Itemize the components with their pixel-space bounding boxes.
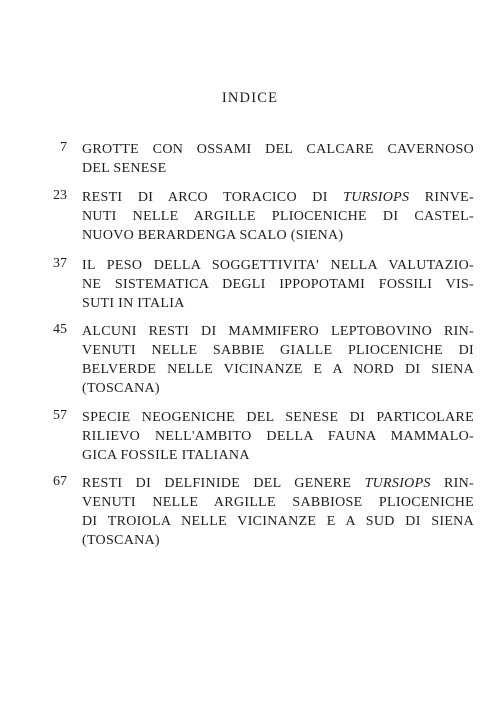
entry-title-line: ALCUNI RESTI DI MAMMIFERO LEPTOBOVINO RIN- <box>82 324 474 339</box>
entry-title <box>82 256 474 313</box>
entry-page-number: 45 <box>53 322 67 337</box>
entry-title-line: BELVERDE NELLE VICINANZE E A NORD DI SIENA <box>82 362 474 377</box>
page-title: INDICE <box>221 90 279 106</box>
entry-title-text: RIN- <box>430 476 474 491</box>
entry-title-line: VENUTI NELLE SABBIE GIALLE PLIOCENICHE DI <box>82 343 474 358</box>
entry-title <box>82 140 474 178</box>
entry-title-text: RESTI DI DELFINIDE DEL GENERE <box>82 476 365 491</box>
entry-title-line: DEL SENESE <box>82 161 167 176</box>
entry-title-line: IL PESO DELLA SOGGETTIVITA' NELLA VALUTAZIO- <box>82 258 474 273</box>
entry-title-line: RILIEVO NELL'AMBITO DELLA FAUNA MAMMALO- <box>82 429 474 444</box>
entry-title-italic: TURSIOPS <box>343 190 410 205</box>
entry-title-line: DI TROIOLA NELLE VICINANZE E A SUD DI SIENA <box>82 514 474 529</box>
entry-title-line <box>82 188 474 207</box>
entry-page-number: 57 <box>53 408 67 423</box>
entry-title-text: RESTI DI ARCO TORACICO DI <box>82 190 344 205</box>
entry-title <box>82 322 474 398</box>
entry-title-line: GICA FOSSILE ITALIANA <box>82 448 250 463</box>
entry-page-number: 37 <box>53 256 67 271</box>
entry-title <box>82 408 474 465</box>
entry-title <box>82 474 474 550</box>
entry-title-line: NUOVO BERARDENGA SCALO (SIENA) <box>82 228 344 243</box>
entry-page-number: 23 <box>53 188 67 203</box>
entry-title <box>82 188 474 245</box>
entry-title-line: GROTTE CON OSSAMI DEL CALCARE CAVERNOSO <box>82 142 474 157</box>
entry-page-number: 7 <box>60 140 67 155</box>
entry-title-line: NE SISTEMATICA DEGLI IPPOPOTAMI FOSSILI VIS- <box>82 277 474 292</box>
entry-title-line: VENUTI NELLE ARGILLE SABBIOSE PLIOCENICHE <box>82 495 474 510</box>
entry-title-line: (TOSCANA) <box>82 533 160 548</box>
entry-page-number: 67 <box>53 474 67 489</box>
entry-title-line: SUTI IN ITALIA <box>82 296 185 311</box>
entry-title-line: NUTI NELLE ARGILLE PLIOCENICHE DI CASTEL- <box>82 209 474 224</box>
entry-title-text: RINVE- <box>409 190 474 205</box>
entry-title-italic: TURSIOPS <box>364 476 431 491</box>
entry-title-line: (TOSCANA) <box>82 381 160 396</box>
entry-title-line: SPECIE NEOGENICHE DEL SENESE DI PARTICOLARE <box>82 410 474 425</box>
entry-title-line <box>82 474 474 493</box>
